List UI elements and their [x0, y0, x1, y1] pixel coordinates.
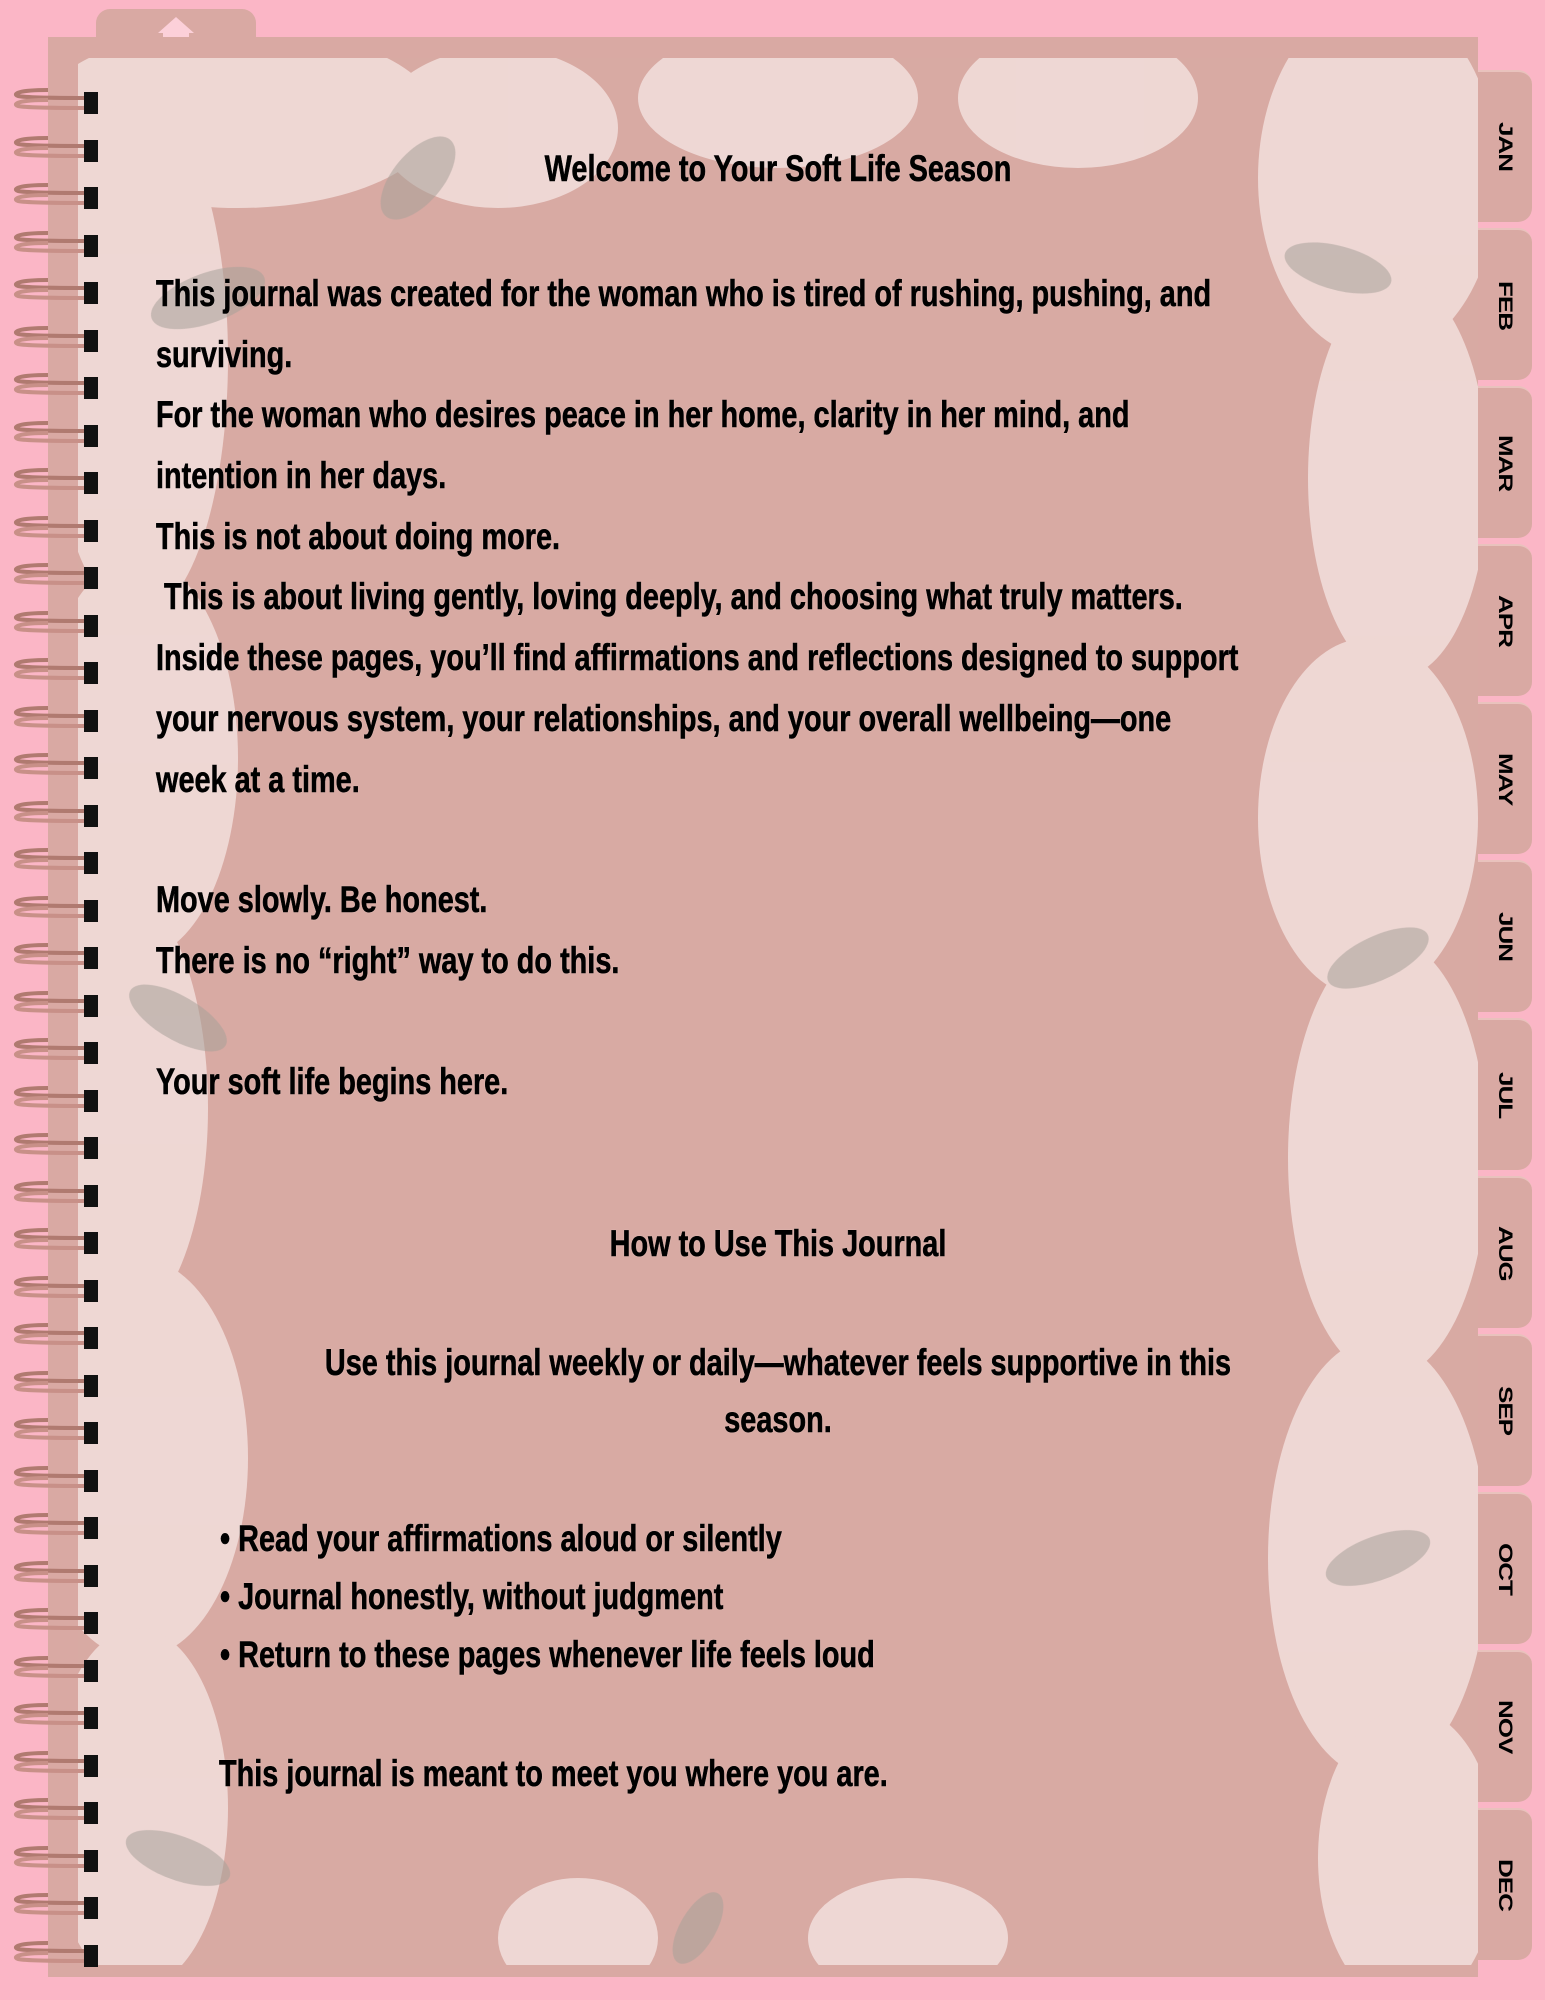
- spiral-ring: [8, 371, 98, 401]
- spiral-ring: [8, 466, 98, 496]
- tab-label: OCT: [1494, 1543, 1517, 1595]
- tab-label: APR: [1494, 595, 1517, 647]
- tab-label: SEP: [1494, 1386, 1517, 1436]
- tab-apr[interactable]: [1478, 544, 1532, 696]
- spiral-ring: [8, 1369, 98, 1399]
- spiral-ring: [8, 656, 98, 686]
- tab-feb[interactable]: [1478, 228, 1532, 380]
- spiral-ring: [8, 751, 98, 781]
- spiral-ring: [8, 799, 98, 829]
- bullet-item: • Journal honestly, without judgment: [220, 1576, 724, 1617]
- spiral-ring: [8, 514, 98, 544]
- journal-page: [78, 58, 1478, 1965]
- tab-jul[interactable]: [1478, 1018, 1532, 1170]
- spiral-ring: [8, 1749, 98, 1779]
- spiral-ring: [8, 181, 98, 211]
- spiral-ring: [8, 1084, 98, 1114]
- spiral-ring: [8, 1131, 98, 1161]
- tab-sep[interactable]: [1478, 1334, 1532, 1486]
- tab-label: MAR: [1494, 434, 1517, 492]
- tab-dec[interactable]: [1478, 1808, 1532, 1960]
- text-line: Inside these pages, you’ll find affirmations and reflections designed to support: [156, 637, 1239, 679]
- spiral-ring: [8, 941, 98, 971]
- bullet-item: • Read your affirmations aloud or silently: [220, 1518, 782, 1559]
- text-line: This journal is meant to meet you where you are.: [219, 1753, 888, 1794]
- spiral-ring: [8, 1226, 98, 1256]
- spiral-ring: [8, 1559, 98, 1589]
- bullet-text: Journal honestly, without judgment: [238, 1576, 724, 1617]
- spiral-ring: [8, 1606, 98, 1636]
- tab-label: NOV: [1494, 1700, 1517, 1754]
- tab-label: MAY: [1494, 752, 1517, 806]
- how-to-intro: [232, 1334, 1324, 1448]
- tab-label: JUL: [1494, 1071, 1517, 1119]
- spiral-ring: [8, 846, 98, 876]
- text-line: This journal was created for the woman who is tired of rushing, pushing, and: [156, 273, 1212, 314]
- how-to-bullets: [220, 1510, 875, 1684]
- spiral-ring: [8, 1939, 98, 1969]
- text-line: There is no “right” way to do this.: [156, 939, 620, 981]
- tab-label: JAN: [1494, 122, 1517, 172]
- text-line: week at a time.: [156, 758, 360, 800]
- text-line: your nervous system, your relationships, and your overall wellbeing—one: [156, 697, 1172, 739]
- tab-label: DEC: [1494, 1859, 1517, 1911]
- text-line: For the woman who desires peace in her home, clarity in her mind, and: [156, 394, 1130, 436]
- spiral-ring: [8, 324, 98, 354]
- text-line: Use this journal weekly or daily—whatever feels supportive in this: [324, 1342, 1232, 1383]
- spiral-ring: [8, 561, 98, 591]
- spiral-ring: [8, 229, 98, 259]
- spiral-ring: [8, 1464, 98, 1494]
- bullet-text: Return to these pages whenever life feels loud: [238, 1634, 875, 1675]
- text-line: Your soft life begins here.: [156, 1061, 509, 1102]
- bullet-text: Read your affirmations aloud or silently: [238, 1518, 782, 1559]
- tab-label: FEB: [1494, 280, 1517, 330]
- tab-mar[interactable]: [1478, 386, 1532, 538]
- welcome-title: Welcome to Your Soft Life Season: [544, 148, 1012, 189]
- spiral-ring: [8, 894, 98, 924]
- text-line: This is not about doing more.: [156, 515, 561, 557]
- spiral-ring: [8, 86, 98, 116]
- text-line: surviving.: [156, 333, 293, 375]
- spiral-ring: [8, 1891, 98, 1921]
- spiral-ring: [8, 1036, 98, 1066]
- spiral-ring: [8, 1511, 98, 1541]
- welcome-closing: [156, 1052, 508, 1113]
- spiral-ring: [8, 609, 98, 639]
- how-to-closing: [219, 1744, 888, 1805]
- text-line: This is about living gently, loving deeply, and choosing what truly matters.: [156, 576, 1183, 618]
- spiral-ring: [8, 1844, 98, 1874]
- tab-may[interactable]: [1478, 702, 1532, 854]
- spiral-ring: [8, 704, 98, 734]
- tab-label: AUG: [1494, 1225, 1517, 1281]
- tab-label: JUN: [1494, 912, 1517, 962]
- text-line: How to Use This Journal: [609, 1223, 947, 1264]
- tab-aug[interactable]: [1478, 1176, 1532, 1328]
- welcome-paragraph: [156, 264, 1238, 810]
- how-to-title: [232, 1214, 1324, 1275]
- spiral-ring: [8, 1654, 98, 1684]
- spiral-ring: [8, 419, 98, 449]
- spiral-ring: [8, 1321, 98, 1351]
- tab-jan[interactable]: [1478, 70, 1532, 222]
- spiral-ring: [8, 276, 98, 306]
- spiral-ring: [8, 1796, 98, 1826]
- tab-nov[interactable]: [1478, 1650, 1532, 1802]
- spiral-ring: [8, 134, 98, 164]
- encouragement-paragraph: [156, 870, 619, 991]
- text-line: intention in her days.: [156, 455, 447, 497]
- bullet-item: • Return to these pages whenever life feels loud: [220, 1634, 875, 1675]
- text-line: Move slowly. Be honest.: [156, 879, 488, 920]
- spiral-ring: [8, 1416, 98, 1446]
- tab-jun[interactable]: [1478, 860, 1532, 1012]
- tab-oct[interactable]: [1478, 1492, 1532, 1644]
- spiral-ring: [8, 1179, 98, 1209]
- spiral-ring: [8, 989, 98, 1019]
- spiral-ring: [8, 1701, 98, 1731]
- text-line: season.: [724, 1399, 832, 1440]
- spiral-ring: [8, 1274, 98, 1304]
